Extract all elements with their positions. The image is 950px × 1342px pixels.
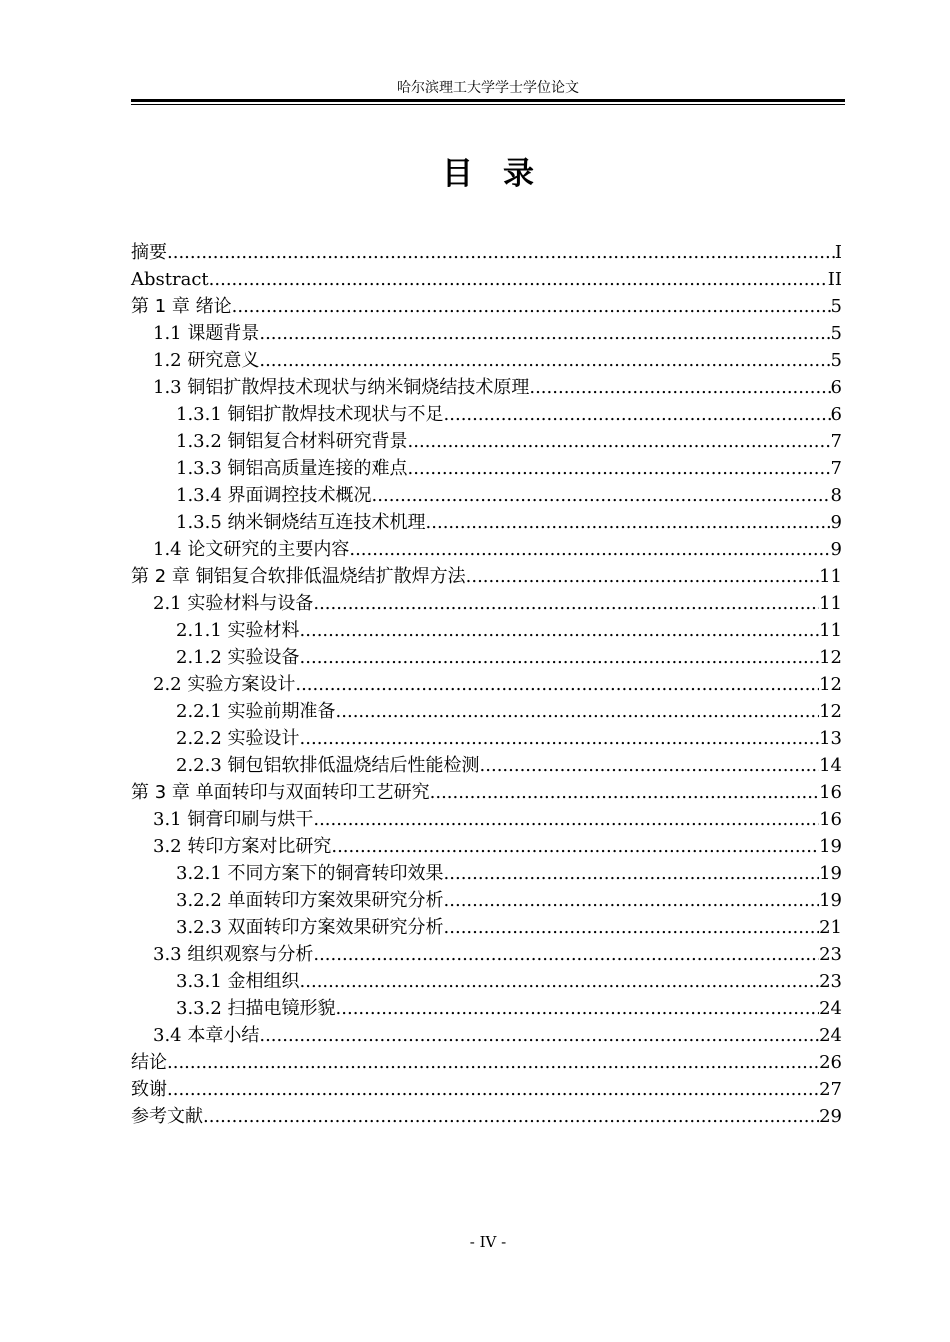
toc-entry[interactable] — [131, 1103, 842, 1130]
toc-entry-label: 3.2.3 双面转印方案效果研究分析 — [176, 917, 444, 938]
toc-entry-label: 2.2.3 铜包铝软排低温烧结后性能检测 — [176, 755, 480, 776]
toc-entry-label: 1.3.3 铜铝高质量连接的难点 — [176, 458, 408, 479]
toc-entry-page: 23 — [819, 944, 842, 965]
toc-entry[interactable] — [131, 698, 842, 725]
toc-entry[interactable] — [131, 671, 842, 698]
toc-entry[interactable] — [131, 617, 842, 644]
toc-entry-page: 6 — [830, 377, 842, 398]
toc-entry-page: 7 — [830, 458, 842, 479]
toc-entry-page: 12 — [819, 674, 842, 695]
toc-entry[interactable] — [131, 266, 842, 293]
toc-entry-page: 16 — [819, 782, 842, 803]
page-title-right: 录 — [503, 156, 534, 192]
toc-dot-leader — [444, 401, 831, 428]
toc-entry-label: 2.1 实验材料与设备 — [153, 593, 314, 614]
toc-entry[interactable] — [131, 1022, 842, 1049]
toc-dot-leader — [426, 509, 831, 536]
toc-entry-label: 1.3.4 界面调控技术概况 — [176, 485, 372, 506]
toc-entry[interactable] — [131, 725, 842, 752]
toc-entry-label: 1.4 论文研究的主要内容 — [153, 539, 350, 560]
toc-dot-leader — [336, 995, 820, 1022]
toc-dot-leader — [300, 644, 820, 671]
toc-dot-leader — [408, 428, 831, 455]
toc-entry[interactable] — [131, 239, 842, 266]
toc-entry-page: 9 — [830, 539, 842, 560]
toc-entry-page: 26 — [819, 1052, 842, 1073]
toc-entry-label: 1.2 研究意义 — [153, 350, 260, 371]
toc-entry[interactable] — [131, 644, 842, 671]
toc-entry-label: 3.2.1 不同方案下的铜膏转印效果 — [176, 863, 444, 884]
toc-entry-label: 3.2 转印方案对比研究 — [153, 836, 332, 857]
toc-entry-page: 14 — [819, 755, 842, 776]
toc-entry-page: 11 — [819, 566, 842, 587]
toc-entry-label: 1.3.1 铜铝扩散焊技术现状与不足 — [176, 404, 444, 425]
toc-entry[interactable] — [131, 1076, 842, 1103]
toc-entry[interactable] — [131, 536, 842, 563]
toc-entry-label: 第 1 章 绪论 — [131, 296, 232, 317]
toc-entry-page: 8 — [830, 485, 842, 506]
toc-dot-leader — [313, 590, 819, 617]
toc-entry-page: 19 — [819, 863, 842, 884]
toc-dot-leader — [331, 833, 819, 860]
running-header: 哈尔滨理工大学学士学位论文 — [397, 80, 579, 96]
toc-dot-leader — [408, 455, 831, 482]
toc-entry[interactable] — [131, 968, 842, 995]
page-title-left: 目 — [442, 156, 473, 192]
toc-dot-leader — [336, 698, 820, 725]
toc-entry-page: 13 — [819, 728, 842, 749]
toc-entry[interactable] — [131, 590, 842, 617]
toc-dot-leader — [444, 887, 820, 914]
toc-entry-page: 19 — [819, 836, 842, 857]
toc-entry-page: 21 — [819, 917, 842, 938]
toc-entry-page: I — [834, 242, 842, 263]
toc-dot-leader — [300, 968, 820, 995]
toc-dot-leader — [529, 374, 830, 401]
page-title — [131, 154, 845, 194]
toc-entry[interactable] — [131, 401, 842, 428]
toc-entry-label: 1.3.5 纳米铜烧结互连技术机理 — [176, 512, 426, 533]
toc-entry-page: 23 — [819, 971, 842, 992]
table-of-contents — [131, 239, 842, 1130]
toc-entry[interactable] — [131, 914, 842, 941]
toc-dot-leader — [444, 914, 820, 941]
toc-entry[interactable] — [131, 374, 842, 401]
toc-dot-leader — [313, 806, 819, 833]
toc-entry-label: Abstract — [131, 269, 209, 290]
toc-dot-leader — [480, 752, 820, 779]
toc-dot-leader — [167, 239, 835, 266]
toc-dot-leader — [259, 1022, 819, 1049]
toc-entry-label: 参考文献 — [131, 1106, 203, 1127]
toc-entry-page: 11 — [819, 593, 842, 614]
toc-entry-page: 6 — [830, 404, 842, 425]
toc-entry-label: 3.3.2 扫描电镜形貌 — [176, 998, 336, 1019]
toc-entry-page: 5 — [830, 350, 842, 371]
toc-entry-label: 3.4 本章小结 — [153, 1025, 260, 1046]
toc-entry-page: 24 — [819, 998, 842, 1019]
toc-entry-label: 2.1.2 实验设备 — [176, 647, 300, 668]
toc-entry[interactable] — [131, 482, 842, 509]
toc-entry-label: 2.2.2 实验设计 — [176, 728, 300, 749]
toc-entry-label: 摘要 — [131, 242, 167, 263]
toc-entry-page: 12 — [819, 701, 842, 722]
page-number-footer: - IV - — [469, 1233, 507, 1251]
toc-entry-label: 1.3 铜铝扩散焊技术现状与纳米铜烧结技术原理 — [153, 377, 530, 398]
toc-dot-leader — [300, 617, 820, 644]
toc-dot-leader — [295, 671, 819, 698]
toc-dot-leader — [167, 1076, 819, 1103]
toc-dot-leader — [167, 1049, 819, 1076]
toc-entry[interactable] — [131, 428, 842, 455]
toc-entry-page: 19 — [819, 890, 842, 911]
toc-entry-label: 3.3 组织观察与分析 — [153, 944, 314, 965]
toc-entry[interactable] — [131, 293, 842, 320]
toc-entry-label: 2.2 实验方案设计 — [153, 674, 296, 695]
toc-entry[interactable] — [131, 752, 842, 779]
toc-entry-page: 24 — [819, 1025, 842, 1046]
toc-entry-label: 第 2 章 铜铝复合软排低温烧结扩散焊方法 — [131, 566, 466, 587]
toc-dot-leader — [209, 266, 828, 293]
toc-entry-label: 3.3.1 金相组织 — [176, 971, 300, 992]
toc-dot-leader — [313, 941, 819, 968]
toc-entry[interactable] — [131, 887, 842, 914]
toc-entry[interactable] — [131, 347, 842, 374]
toc-entry-label: 1.3.2 铜铝复合材料研究背景 — [176, 431, 408, 452]
toc-entry-label: 2.1.1 实验材料 — [176, 620, 300, 641]
toc-dot-leader — [232, 293, 831, 320]
toc-entry[interactable] — [131, 995, 842, 1022]
toc-entry-label: 1.1 课题背景 — [153, 323, 260, 344]
toc-entry-label: 第 3 章 单面转印与双面转印工艺研究 — [131, 782, 430, 803]
toc-entry[interactable] — [131, 563, 842, 590]
header-rule-thin — [131, 104, 845, 105]
toc-entry-page: 5 — [830, 323, 842, 344]
toc-dot-leader — [259, 347, 830, 374]
toc-entry-page: 7 — [830, 431, 842, 452]
toc-dot-leader — [372, 482, 831, 509]
toc-entry-label: 致谢 — [131, 1079, 167, 1100]
toc-entry-page: II — [827, 269, 842, 290]
toc-entry-label: 3.2.2 单面转印方案效果研究分析 — [176, 890, 444, 911]
toc-entry-page: 16 — [819, 809, 842, 830]
toc-entry[interactable] — [131, 455, 842, 482]
toc-entry-page: 5 — [830, 296, 842, 317]
toc-entry[interactable] — [131, 941, 842, 968]
toc-dot-leader — [349, 536, 830, 563]
toc-entry[interactable] — [131, 860, 842, 887]
toc-entry-page: 29 — [819, 1106, 842, 1127]
toc-entry[interactable] — [131, 806, 842, 833]
toc-entry[interactable] — [131, 320, 842, 347]
toc-dot-leader — [430, 779, 819, 806]
toc-entry-page: 11 — [819, 620, 842, 641]
toc-entry-page: 9 — [830, 512, 842, 533]
toc-dot-leader — [300, 725, 820, 752]
toc-dot-leader — [203, 1103, 819, 1130]
toc-entry-page: 27 — [819, 1079, 842, 1100]
header-rule-thick — [131, 99, 845, 102]
toc-dot-leader — [259, 320, 830, 347]
toc-entry[interactable] — [131, 833, 842, 860]
toc-entry-page: 12 — [819, 647, 842, 668]
toc-entry[interactable] — [131, 1049, 842, 1076]
toc-entry-label: 结论 — [131, 1052, 167, 1073]
toc-entry-label: 2.2.1 实验前期准备 — [176, 701, 336, 722]
toc-dot-leader — [466, 563, 819, 590]
toc-dot-leader — [444, 860, 820, 887]
toc-entry-label: 3.1 铜膏印刷与烘干 — [153, 809, 314, 830]
toc-entry[interactable] — [131, 779, 842, 806]
toc-entry[interactable] — [131, 509, 842, 536]
